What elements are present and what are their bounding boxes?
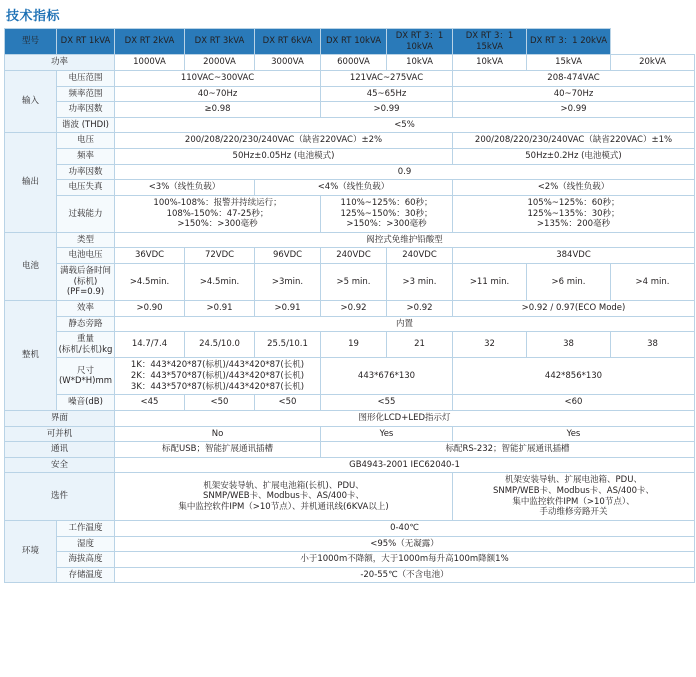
cell: >11 min. [453,264,527,301]
row-sublabel: 噪音(dB) [57,395,115,411]
row-label-comm: 通讯 [5,442,115,458]
cell: >6 min. [527,264,611,301]
table-row [5,300,695,316]
cell: <50 [255,395,321,411]
cell: 15kVA [527,55,611,71]
cell: Yes [321,426,453,442]
cell: 240VDC [321,248,387,264]
cell: >0.99 [321,102,453,118]
cell: <5% [115,117,695,133]
table-row [5,55,695,71]
cell: 图形化LCD+LED指示灯 [115,410,695,426]
column-header-2: DX RT 2kVA [115,29,185,55]
cell: 阀控式免维护铅酸型 [115,232,695,248]
cell: 1K：443*420*87(标机)/443*420*87(长机) 2K：443*570*87(标机)/443*420*87(长机) 3K：443*570*87(标机)/443*420*87(长机) [115,358,321,395]
cell: >0.91 [255,300,321,316]
cell: 标配USB；智能扩展通讯插槽 [115,442,321,458]
cell: ≥0.98 [115,102,321,118]
cell: >0.92 [387,300,453,316]
row-sublabel: 尺寸 (W*D*H)mm [57,358,115,395]
cell: GB4943-2001 IEC62040-1 [115,457,695,473]
row-sublabel: 重量 (标机/长机)kg [57,332,115,358]
table-row [5,316,695,332]
cell: 32 [453,332,527,358]
cell: 25.5/10.1 [255,332,321,358]
table-row [5,520,695,536]
cell: 100%-108%：报警并持续运行； 108%-150%：47-25秒； >150%：>300毫秒 [115,195,321,232]
table-row [5,102,695,118]
column-header-8: DX RT 3：1 20kVA [527,29,611,55]
column-header-5: DX RT 10kVA [321,29,387,55]
table-row [5,164,695,180]
column-header-3: DX RT 3kVA [185,29,255,55]
cell: 105%~125%：60秒； 125%~135%：30秒； >135%：200毫秒 [453,195,695,232]
cell: 19 [321,332,387,358]
column-header-1: DX RT 1kVA [57,29,115,55]
cell: 小于1000m不降额，大于1000m每升高100m降额1% [115,552,695,568]
cell: >5 min. [321,264,387,301]
row-sublabel: 类型 [57,232,115,248]
cell: 443*676*130 [321,358,453,395]
cell: <60 [453,395,695,411]
row-sublabel: 功率因数 [57,102,115,118]
row-sublabel: 频率 [57,149,115,165]
cell: <3%（线性负载） [115,180,255,196]
row-sublabel: 静态旁路 [57,316,115,332]
cell: <95%（无凝露） [115,536,695,552]
row-sublabel: 功率因数 [57,164,115,180]
cell: 240VDC [387,248,453,264]
row-label-battery: 电池 [5,232,57,300]
row-label-options: 选件 [5,473,115,521]
column-header-4: DX RT 6kVA [255,29,321,55]
column-header-0: 型号 [5,29,57,55]
table-row [5,536,695,552]
table-row [5,117,695,133]
row-sublabel: 电压失真 [57,180,115,196]
table-row [5,70,695,86]
row-sublabel: 海拔高度 [57,552,115,568]
table-row [5,264,695,301]
cell: 50Hz±0.2Hz (电池模式) [453,149,695,165]
table-row [5,180,695,196]
cell: 6000VA [321,55,387,71]
table-row [5,567,695,583]
cell: 20kVA [611,55,695,71]
specifications-table [4,28,695,583]
table-row [5,232,695,248]
row-sublabel: 频率范围 [57,86,115,102]
cell: 45~65Hz [321,86,453,102]
cell: 208-474VAC [453,70,695,86]
cell: >0.99 [453,102,695,118]
row-sublabel: 存储温度 [57,567,115,583]
cell: 96VDC [255,248,321,264]
cell: 0.9 [115,164,695,180]
cell: <4%（线性负载） [255,180,453,196]
row-sublabel: 谐波 (THDI) [57,117,115,133]
row-label-power: 功率 [5,55,115,71]
row-label-environment: 环境 [5,520,57,583]
row-label-parallel: 可并机 [5,426,115,442]
cell: 内置 [115,316,695,332]
row-sublabel: 过载能力 [57,195,115,232]
cell: <2%（线性负载） [453,180,695,196]
row-sublabel: 工作温度 [57,520,115,536]
cell: <50 [185,395,255,411]
cell: 机架安装导轨、扩展电池箱、PDU、 SNMP/WEB卡、Modbus卡、AS/400卡、 集中监控软件IPM（>10节点）、 手动维修旁路开关 [453,473,695,521]
cell: 21 [387,332,453,358]
cell: 50Hz±0.05Hz (电池模式) [115,149,453,165]
cell: 24.5/10.0 [185,332,255,358]
table-body [5,29,695,583]
table-row [5,457,695,473]
column-header-6: DX RT 3：1 10kVA [387,29,453,55]
cell: Yes [453,426,695,442]
cell: 10kVA [387,55,453,71]
cell: >0.91 [185,300,255,316]
row-label-input: 输入 [5,70,57,133]
cell: 38 [611,332,695,358]
table-row [5,133,695,149]
table-row [5,149,695,165]
cell: 110%~125%：60秒； 125%~150%：30秒； >150%：>300毫秒 [321,195,453,232]
row-sublabel: 电压 [57,133,115,149]
table-row [5,86,695,102]
column-header-7: DX RT 3：1 15kVA [453,29,527,55]
cell: >4.5min. [185,264,255,301]
cell: 14.7/7.4 [115,332,185,358]
table-row [5,195,695,232]
table-row [5,426,695,442]
row-sublabel: 效率 [57,300,115,316]
table-row [5,358,695,395]
cell: 10kVA [453,55,527,71]
table-row [5,248,695,264]
table-header-row [5,29,695,55]
row-sublabel: 湿度 [57,536,115,552]
cell: 442*856*130 [453,358,695,395]
cell: 标配RS-232；智能扩展通讯插槽 [321,442,695,458]
cell: 3000VA [255,55,321,71]
row-sublabel: 电压范围 [57,70,115,86]
cell: >0.92 / 0.97(ECO Mode) [453,300,695,316]
table-row [5,410,695,426]
cell: -20-55℃（不含电池） [115,567,695,583]
cell: 1000VA [115,55,185,71]
cell: 机架安装导轨、扩展电池箱(长机)、PDU、 SNMP/WEB卡、Modbus卡、AS/400卡、 集中监控软件IPM（>10节点）、并机通讯线(6KVA以上) [115,473,453,521]
row-label-output: 输出 [5,133,57,232]
cell: 40~70Hz [115,86,321,102]
cell: 200/208/220/230/240VAC（缺省220VAC）±2% [115,133,453,149]
cell: 200/208/220/230/240VAC（缺省220VAC）±1% [453,133,695,149]
cell: 36VDC [115,248,185,264]
cell: >3 min. [387,264,453,301]
cell: 38 [527,332,611,358]
cell: 110VAC~300VAC [115,70,321,86]
table-row [5,395,695,411]
cell: 384VDC [453,248,695,264]
row-sublabel: 电池电压 [57,248,115,264]
cell: >4.5min. [115,264,185,301]
cell: 0-40℃ [115,520,695,536]
cell: >0.90 [115,300,185,316]
cell: No [115,426,321,442]
cell: >4 min. [611,264,695,301]
cell: 121VAC~275VAC [321,70,453,86]
table-row [5,473,695,521]
cell: 2000VA [185,55,255,71]
cell: <45 [115,395,185,411]
cell: <55 [321,395,453,411]
row-sublabel: 满载后备时间 (标机)(PF=0.9) [57,264,115,301]
row-label-safety: 安全 [5,457,115,473]
table-row [5,552,695,568]
row-label-unit: 整机 [5,300,57,410]
cell: 72VDC [185,248,255,264]
cell: 40~70Hz [453,86,695,102]
table-row [5,442,695,458]
cell: >3min. [255,264,321,301]
cell: >0.92 [321,300,387,316]
page-title: 技术指标 [6,9,61,24]
table-row [5,332,695,358]
row-label-interface: 界面 [5,410,115,426]
